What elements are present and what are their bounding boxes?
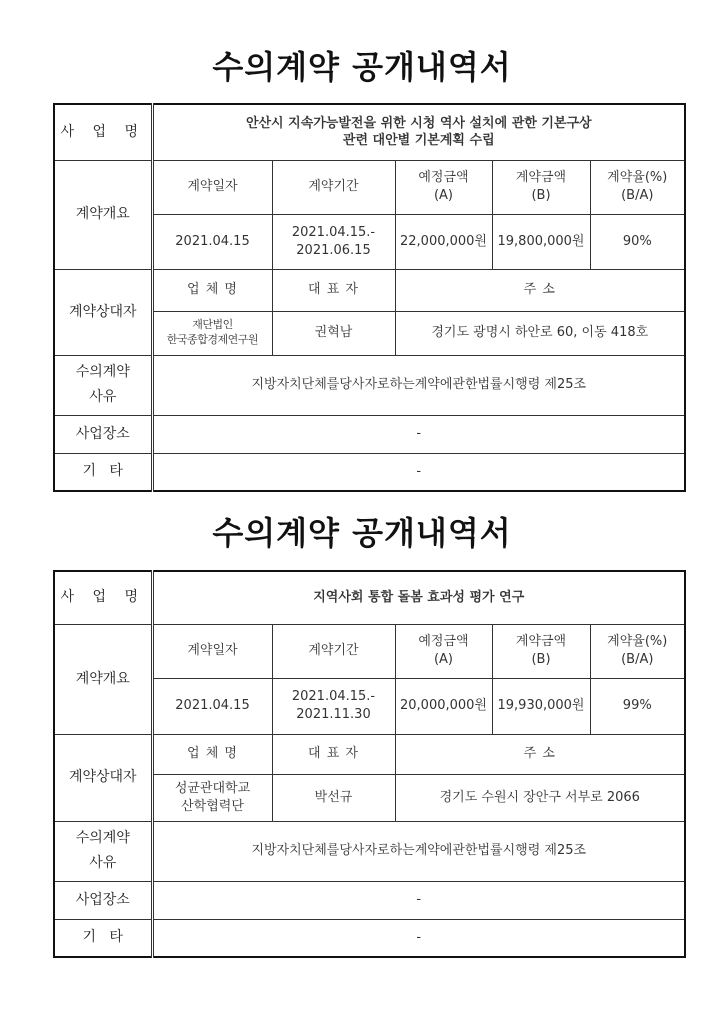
contract-date-header: 계약일자 (152, 160, 272, 214)
representative-value: 박선규 (272, 774, 395, 821)
company-line1: 성균관대학교 (174, 780, 251, 796)
reason-label-line2: 사유 (89, 389, 117, 405)
estimated-header-line1: 예정금액 (418, 170, 469, 186)
company-line2: 산학협력단 (181, 798, 244, 814)
project-label: 사 업 명 (54, 571, 152, 624)
representative-header: 대 표 자 (272, 734, 395, 774)
address-value: 경기도 수원시 장안구 서부로 2066 (395, 774, 685, 821)
etc-label: 기 타 (54, 919, 152, 957)
contract-amount-value: 19,930,000원 (492, 678, 590, 734)
contract-amount-header (492, 624, 590, 678)
doc2-contract-table (53, 570, 686, 958)
contract-amount-header-line1: 계약금액 (515, 634, 567, 650)
contract-period-value (272, 214, 395, 269)
contract-period-header: 계약기간 (272, 624, 395, 678)
doc1-title: 수의계약 공개내역서 (212, 48, 512, 86)
reason-label-line1: 수의계약 (75, 364, 130, 381)
contract-amount-value: 19,800,000원 (492, 214, 590, 269)
period-start: 2021.04.15.- (291, 224, 376, 240)
contractor-label: 계약상대자 (54, 734, 152, 821)
ratio-value: 99% (590, 678, 685, 734)
estimated-value: 20,000,000원 (395, 678, 492, 734)
company-line1: 재단법인 (192, 318, 233, 332)
contract-amount-header-line2: (B) (531, 652, 551, 667)
etc-label: 기 타 (54, 453, 152, 491)
company-value (152, 774, 272, 821)
ratio-header (590, 624, 685, 678)
project-name (152, 571, 685, 624)
contract-period-header: 계약기간 (272, 160, 395, 214)
reason-value: 지방자치단체를당사자로하는계약에관한법률시행령 제25조 (152, 355, 685, 415)
project-name-line1: 안산시 지속가능발전을 위한 시청 역사 설치에 관한 기본구상 (245, 115, 592, 131)
company-header: 업 체 명 (152, 269, 272, 311)
contractor-label: 계약상대자 (54, 269, 152, 355)
reason-label-line1: 수의계약 (75, 830, 130, 847)
period-end: 2021.11.30 (296, 707, 371, 722)
contract-date-value: 2021.04.15 (152, 678, 272, 734)
doc2-title: 수의계약 공개내역서 (212, 514, 512, 552)
project-name-line1: 지역사회 통합 돌봄 효과성 평가 연구 (313, 589, 525, 605)
estimated-header-line1: 예정금액 (418, 634, 469, 650)
address-header: 주 소 (395, 269, 685, 311)
overview-label: 계약개요 (54, 624, 152, 734)
reason-value: 지방자치단체를당사자로하는계약에관한법률시행령 제25조 (152, 821, 685, 881)
period-end: 2021.06.15 (296, 242, 371, 258)
ratio-header-line1: 계약율(%) (607, 634, 668, 650)
contract-date-value: 2021.04.15 (152, 214, 272, 269)
doc1-contract-table (53, 103, 686, 492)
contract-amount-header-line2: (B) (531, 188, 551, 203)
estimated-header-line2: (A) (433, 188, 454, 203)
representative-value: 권혁남 (272, 311, 395, 355)
contract-period-value (272, 678, 395, 734)
contract-amount-header (492, 160, 590, 214)
ratio-value: 90% (590, 214, 685, 269)
ratio-header-line1: 계약율(%) (607, 170, 668, 186)
project-name-line2: 관련 대안별 기본계획 수립 (342, 133, 495, 149)
ratio-header-line2: (B/A) (621, 652, 654, 667)
overview-label: 계약개요 (54, 160, 152, 269)
estimated-header (395, 160, 492, 214)
project-name (152, 104, 685, 160)
ratio-header-line2: (B/A) (621, 188, 654, 203)
reason-label (54, 821, 152, 881)
address-value: 경기도 광명시 하안로 60, 이동 418호 (395, 311, 685, 355)
etc-value: - (152, 453, 685, 491)
address-header: 주 소 (395, 734, 685, 774)
project-label: 사 업 명 (54, 104, 152, 160)
contract-date-header: 계약일자 (152, 624, 272, 678)
estimated-header (395, 624, 492, 678)
reason-label-line2: 사유 (89, 855, 117, 871)
reason-label (54, 355, 152, 415)
contract-amount-header-line1: 계약금액 (515, 170, 567, 186)
etc-value: - (152, 919, 685, 957)
site-value: - (152, 415, 685, 453)
site-value: - (152, 881, 685, 919)
company-line2: 한국종합경제연구원 (166, 333, 259, 346)
company-value (152, 311, 272, 355)
estimated-value: 22,000,000원 (395, 214, 492, 269)
site-label: 사업장소 (54, 415, 152, 453)
period-start: 2021.04.15.- (291, 689, 376, 705)
representative-header: 대 표 자 (272, 269, 395, 311)
company-header: 업 체 명 (152, 734, 272, 774)
estimated-header-line2: (A) (433, 652, 454, 667)
site-label: 사업장소 (54, 881, 152, 919)
ratio-header (590, 160, 685, 214)
